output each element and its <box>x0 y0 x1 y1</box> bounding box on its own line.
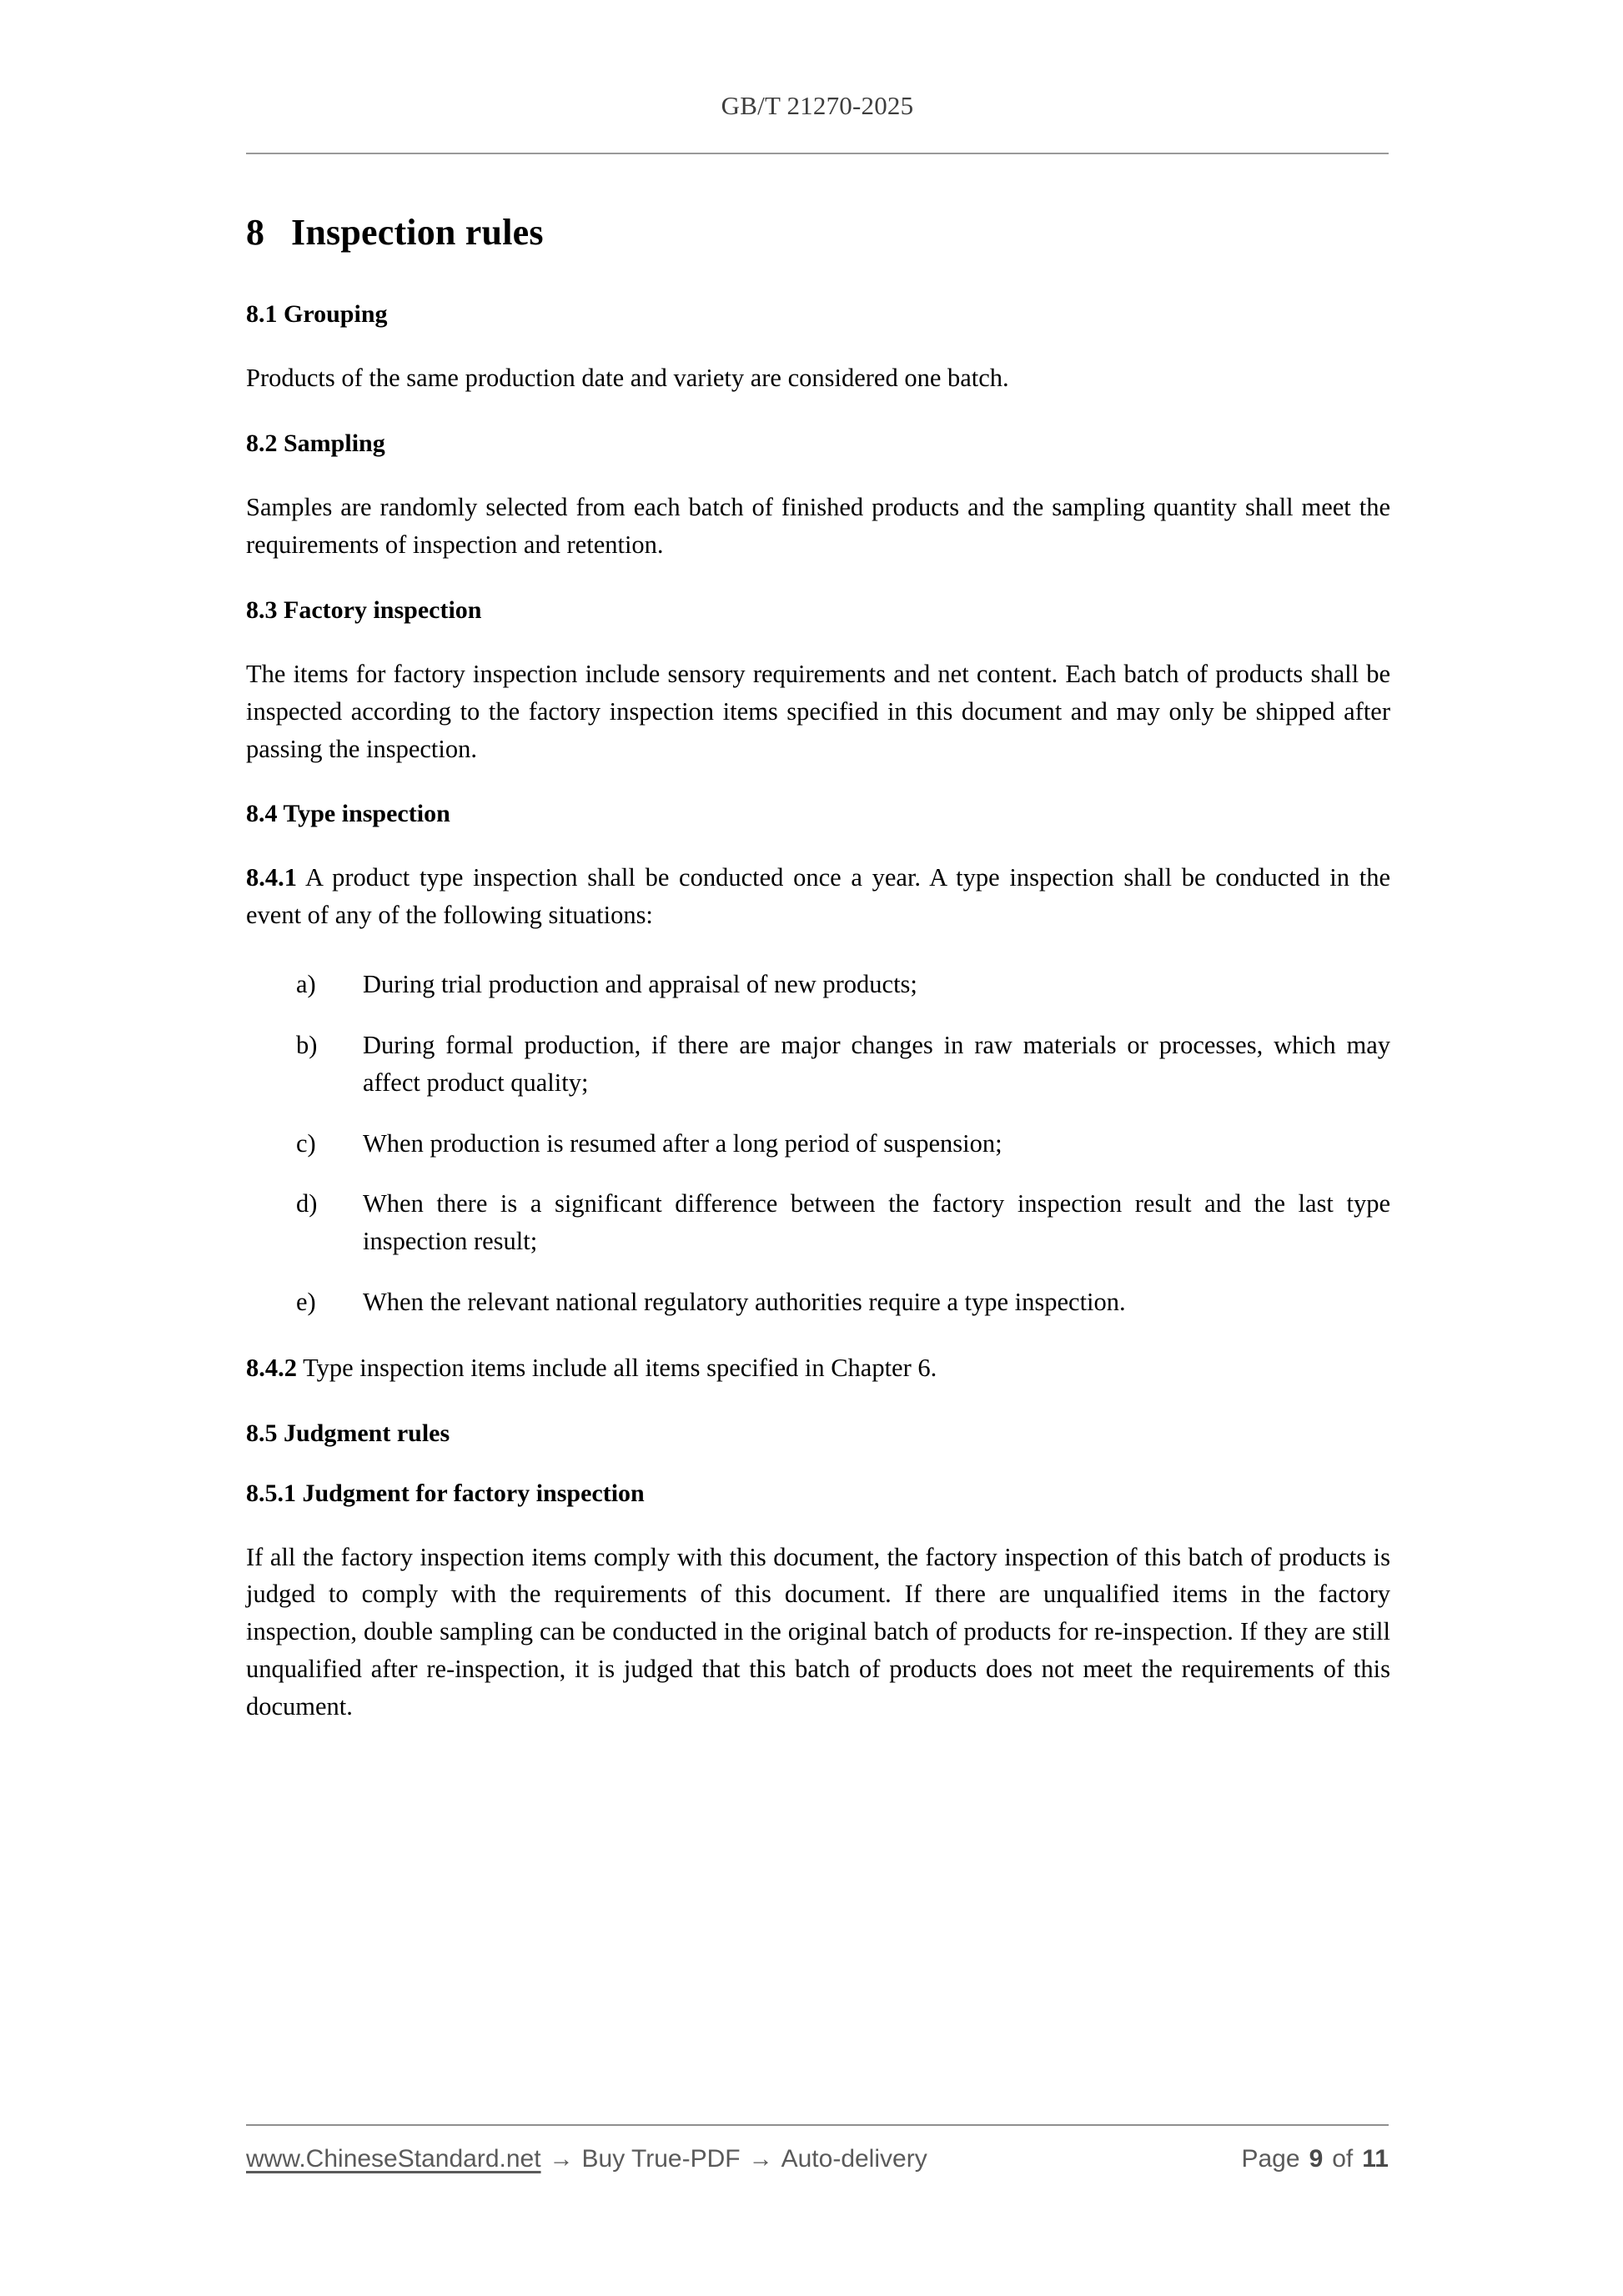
clause-text-8-4-2: Type inspection items include all items specified in Chapter 6. <box>297 1353 937 1382</box>
section-heading-8-5-1: 8.5.1 Judgment for factory inspection <box>246 1479 645 1507</box>
list-marker: a) <box>296 970 316 999</box>
auto-delivery-label: Auto-delivery <box>781 2145 927 2173</box>
list-item <box>246 966 1390 1003</box>
list-marker: e) <box>296 1287 316 1316</box>
total-page-count: 11 <box>1362 2145 1389 2173</box>
list-item <box>246 1027 1390 1102</box>
page-header <box>246 90 1389 121</box>
list-item-text: When production is resumed after a long period of suspension; <box>363 1128 1002 1158</box>
standard-code-header: GB/T 21270-2025 <box>721 91 914 120</box>
list-item-text: When the relevant national regulatory authorities require a type inspection. <box>363 1287 1126 1316</box>
section-body-8-3: The items for factory inspection include sensory requirements and net content. Each batch of products shall be inspected according to the factory inspection items specified in this document and may only be shipped after passing the inspection. <box>246 659 1390 763</box>
list-marker: d) <box>296 1189 318 1218</box>
page-footer <box>246 2145 1390 2173</box>
footer-promo <box>246 2145 927 2173</box>
list-item <box>246 1284 1390 1321</box>
type-inspection-conditions-list <box>246 966 1390 1321</box>
clause-number-8-4-1: 8.4.1 <box>246 863 297 892</box>
list-item <box>246 1125 1390 1163</box>
clause-text-8-4-1: A product type inspection shall be conducted once a year. A type inspection shall be conducted in the event of any of the following situations: <box>246 863 1390 930</box>
list-marker: b) <box>296 1030 318 1059</box>
chinesestandard-link[interactable]: www.ChineseStandard.net <box>246 2145 541 2173</box>
list-item-text: When there is a significant difference between the factory inspection result and the last type inspection result; <box>363 1189 1390 1256</box>
header-divider <box>246 153 1389 154</box>
list-item-text: During trial production and appraisal of new products; <box>363 970 917 999</box>
arrow-right-icon: → <box>748 2146 773 2173</box>
section-heading-8-1: 8.1 Grouping <box>246 300 388 329</box>
list-item-text: During formal production, if there are major changes in raw materials or processes, which may affect product quality; <box>363 1030 1390 1097</box>
page-indicator <box>1241 2145 1389 2173</box>
document-body <box>246 213 1390 1726</box>
section-body-8-2: Samples are randomly selected from each batch of finished products and the sampling quantity shall meet the requirements of inspection and retention. <box>246 493 1390 560</box>
chapter-heading <box>246 213 1390 253</box>
section-heading-8-3: 8.3 Factory inspection <box>246 595 482 624</box>
list-marker: c) <box>296 1128 316 1158</box>
section-heading-8-4: 8.4 Type inspection <box>246 800 450 828</box>
section-body-8-4-1 <box>246 859 1390 934</box>
of-label: of <box>1332 2145 1354 2173</box>
arrow-right-icon: → <box>549 2146 574 2173</box>
current-page-number: 9 <box>1309 2145 1324 2173</box>
section-body-8-1: Products of the same production date and variety are considered one batch. <box>246 364 1009 393</box>
section-heading-8-5: 8.5 Judgment rules <box>246 1419 450 1447</box>
list-item <box>246 1185 1390 1260</box>
chapter-title: Inspection rules <box>291 212 544 253</box>
clause-number-8-4-2: 8.4.2 <box>246 1353 297 1382</box>
page-label: Page <box>1241 2145 1300 2173</box>
section-body-8-5-1: If all the factory inspection items comply with this document, the factory inspection of this batch of products is judged to comply with the requirements of this document. If there are unqualified items in the factory inspection, double sampling can be conducted in the original batch of products for re-inspection. If they are still unqualified after re-inspection, it is judged that this batch of products does not meet the requirements of this document. <box>246 1542 1390 1721</box>
section-body-8-4-2 <box>246 1349 1390 1387</box>
section-heading-8-2: 8.2 Sampling <box>246 430 385 458</box>
footer-divider <box>246 2124 1389 2126</box>
buy-true-pdf-label: Buy True-PDF <box>581 2145 741 2173</box>
chapter-number: 8 <box>246 212 265 253</box>
